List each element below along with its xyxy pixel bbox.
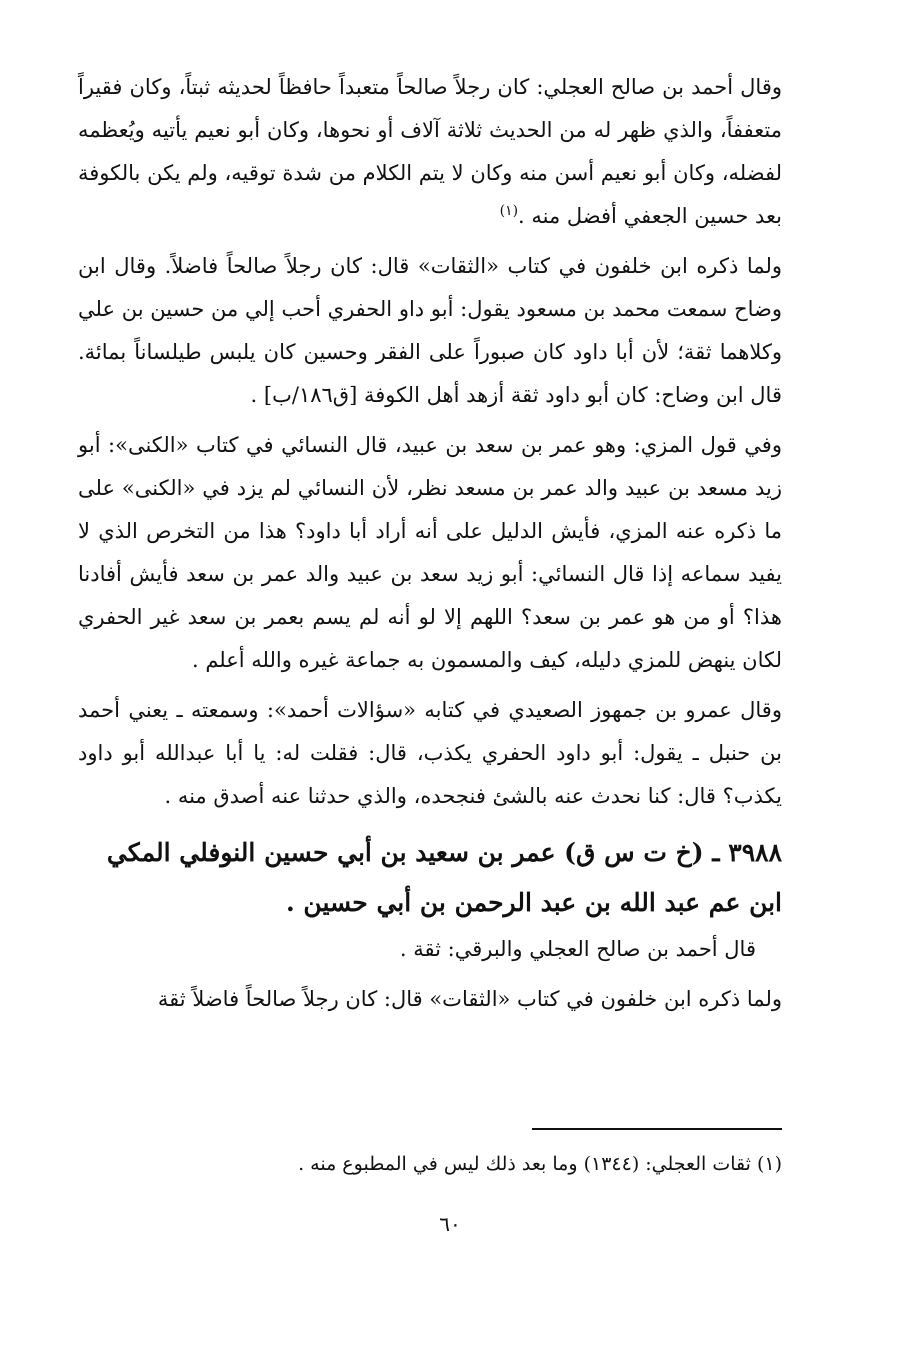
footnote-marker: (١) [499, 203, 519, 219]
entry-heading: ٣٩٨٨ ـ (خ ت س ق) عمر بن سعيد بن أبي حسين النوفلي المكي ابن عم عبد الله بن عبد الرحمن بن أبي حسين . [106, 838, 782, 917]
paragraph-mizzi-critique: وفي قول المزي: وهو عمر بن سعد بن عبيد، قال النسائي في كتاب «الكنى»: أبو زيد مسعد بن عبيد والد عمر بن مسعد نظر، لأن النسائي لم يزد في «الكنى» على ما ذكره عنه المزي، فأيش الدليل على أنه أراد أبا داود؟ هذا من التخرص الذي لا يفيد سماعه إذا قال النسائي: أبو زيد سعد بن عبيد والد عمر بن سعد فأيش أفادنا هذا؟ أو من هو عمر بن سعد؟ اللهم إلا لو أنه لم يسم بعمر بن سعد غير الحفري لكان ينهض للمزي دليله، كيف والمسمون به جماعة غيره والله أعلم . [78, 433, 782, 672]
footnote: (١) ثقات العجلي: (١٣٤٤) وما بعد ذلك ليس في المطبوع منه . [298, 1153, 782, 1175]
paragraph-ijli-text: وقال أحمد بن صالح العجلي: كان رجلاً صالحاً متعبداً حافظاً لحديثه ثبتاً، وكان فقيراً متعففاً، والذي ظهر له من الحديث ثلاثة آلاف أو نحوها، وكان أبو نعيم يأتيه ويُعظمه لفضله، وكان أبو نعيم أسن منه وكان لا يتم الكلام من شدة توقيه، ولم يكن بالكوفة بعد حسين الجعفي أفضل منه . [78, 75, 782, 228]
paragraph-ibn-khalfun: ولما ذكره ابن خلفون في كتاب «الثقات» قال: كان رجلاً صالحاً فاضلاً. وقال ابن وضاح سمعت محمد بن مسعود يقول: أبو داو الحفري أحب إلي من حسين بن علي وكلاهما ثقة؛ لأن أبا داود كان صبوراً على الفقر وحسين كان يلبس طيلساناً بمائة. قال ابن وضاح: كان أبو داود ثقة أزهد أهل الكوفة [ق١٨٦/ب] . [78, 254, 782, 407]
paragraph-ijli [78, 66, 782, 238]
page-body [78, 66, 782, 1028]
entry-line-ijli: قال أحمد بن صالح العجلي والبرقي: ثقة . [399, 937, 756, 961]
paragraph-ahmad-question: وقال عمرو بن جمهوز الصعيدي في كتابه «سؤالات أحمد»: وسمعته ـ يعني أحمد بن حنبل ـ يقول: أبو داود الحفري يكذب، قال: فقلت له: يا أبا عبدالله أبو داود يكذب؟ قال: كنا نحدث عنه بالشئ فنجحده، والذي حدثنا عنه أصدق منه . [78, 698, 782, 808]
footnote-divider [532, 1128, 782, 1130]
entry-line-ibn-khalfun: ولما ذكره ابن خلفون في كتاب «الثقات» قال: كان رجلاً صالحاً فاضلاً ثقة [157, 987, 782, 1011]
page-number: ٦٠ [439, 1212, 461, 1236]
